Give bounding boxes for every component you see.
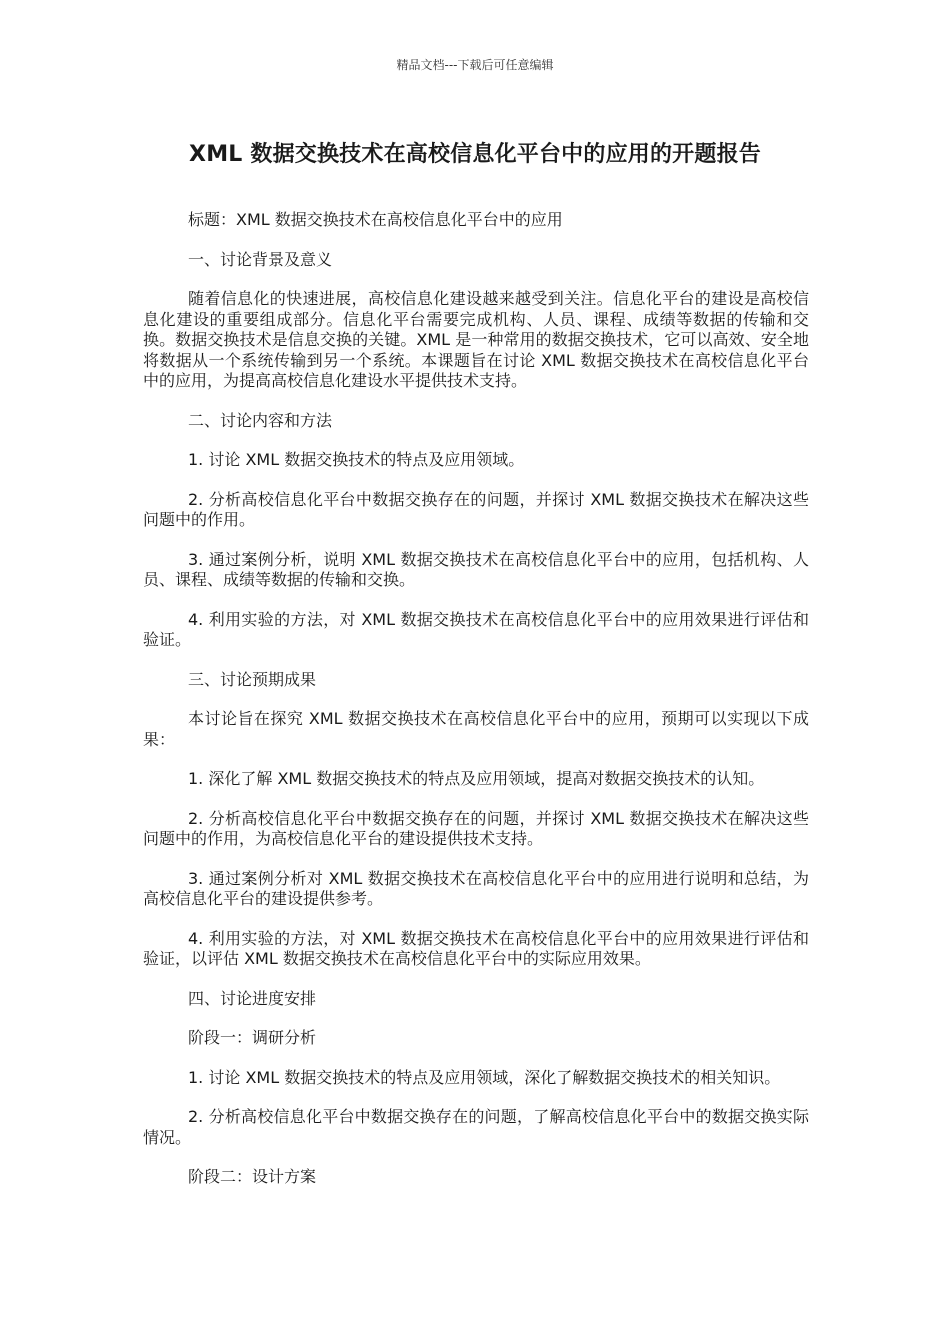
result-item-2: 2. 分析高校信息化平台中数据交换存在的问题，并探讨 XML 数据交换技术在解决这些问题中的作用，为高校信息化平台的建设提供技术支持。 <box>143 808 809 848</box>
document-title: XML 数据交换技术在高校信息化平台中的应用的开题报告 <box>189 142 761 167</box>
content-item-3: 3. 通过案例分析，说明 XML 数据交换技术在高校信息化平台中的应用，包括机构、人员、课程、成绩等数据的传输和交换。 <box>143 549 809 589</box>
content-item-2: 2. 分析高校信息化平台中数据交换存在的问题，并探讨 XML 数据交换技术在解决这些问题中的作用。 <box>143 489 809 529</box>
result-item-3: 3. 通过案例分析对 XML 数据交换技术在高校信息化平台中的应用进行说明和总结，为高校信息化平台的建设提供参考。 <box>143 868 809 908</box>
expected-results-intro: 本讨论旨在探究 XML 数据交换技术在高校信息化平台中的应用，预期可以实现以下成果： <box>143 709 809 749</box>
section-heading-background: 一、讨论背景及意义 <box>188 249 333 269</box>
document-body <box>143 210 809 1207</box>
section-heading-content-methods: 二、讨论内容和方法 <box>188 410 333 430</box>
subject-line: 标题：XML 数据交换技术在高校信息化平台中的应用 <box>188 210 563 229</box>
content-item-1: 1. 讨论 XML 数据交换技术的特点及应用领域。 <box>188 450 525 469</box>
stage-two-heading: 阶段二：设计方案 <box>188 1167 317 1186</box>
page-header: 精品文档---下载后可任意编辑 <box>396 58 554 72</box>
stage-one-item-2: 2. 分析高校信息化平台中数据交换存在的问题，了解高校信息化平台中的数据交换实际情况。 <box>143 1107 809 1147</box>
content-item-4: 4. 利用实验的方法，对 XML 数据交换技术在高校信息化平台中的应用效果进行评估和验证。 <box>143 609 809 649</box>
section-heading-expected-results: 三、讨论预期成果 <box>188 669 317 689</box>
result-item-1: 1. 深化了解 XML 数据交换技术的特点及应用领域，提高对数据交换技术的认知。 <box>188 769 765 788</box>
result-item-4: 4. 利用实验的方法，对 XML 数据交换技术在高校信息化平台中的应用效果进行评估和验证，以评估 XML 数据交换技术在高校信息化平台中的实际应用效果。 <box>143 928 809 968</box>
background-paragraph: 随着信息化的快速进展，高校信息化建设越来越受到关注。信息化平台的建设是高校信息化建设的重要组成部分。信息化平台需要完成机构、人员、课程、成绩等数据的传输和交换。数据交换技术是信息交换的关键。XML 是一种常用的数据交换技术，它可以高效、安全地将数据从一个系统传输到另一个系统。本课题旨在讨论 XML 数据交换技术在高校信息化平台中的应用，为提高高校信息化建设水平提供技术支持。 <box>143 289 809 390</box>
stage-one-item-1: 1. 讨论 XML 数据交换技术的特点及应用领域，深化了解数据交换技术的相关知识。 <box>188 1067 781 1087</box>
stage-one-heading: 阶段一：调研分析 <box>188 1028 317 1047</box>
section-heading-schedule: 四、讨论进度安排 <box>188 988 317 1008</box>
